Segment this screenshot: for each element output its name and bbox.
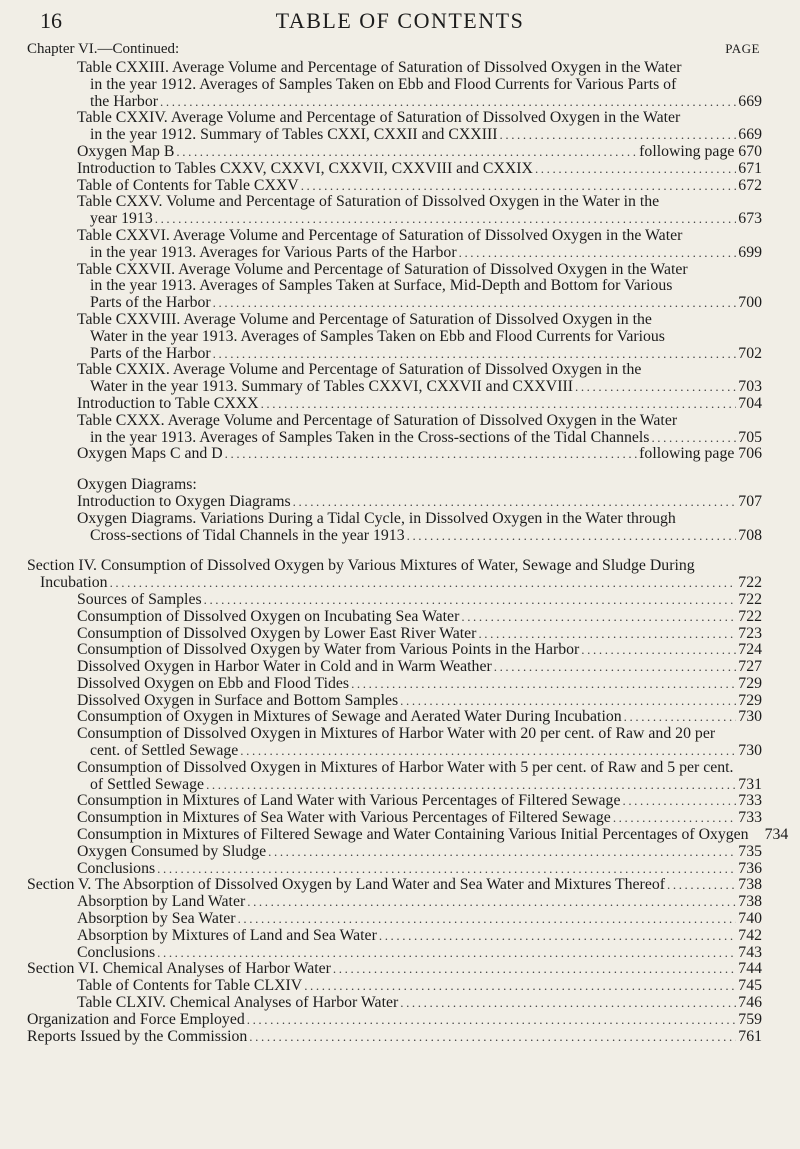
toc-entry[interactable]: [27, 1012, 762, 1029]
page-header: [0, 4, 800, 40]
dot-leader: [293, 494, 737, 511]
toc-entry-title: Consumption in Mixtures of Land Water with Various Percentages of Filtered Sewage: [77, 792, 621, 810]
toc-page-number: 704: [738, 394, 762, 412]
toc-entry-text: in the year 1912. Averages of Samples Taken on Ebb and Flood Currents for Various Parts of: [90, 75, 677, 93]
toc-entry-title: Consumption in Mixtures of Filtered Sewage and Water Containing Various Initial Percentages of Oxygen: [77, 826, 749, 844]
toc-page-number: 722: [738, 607, 762, 625]
dot-leader: [206, 777, 736, 794]
toc-entry-title: in the year 1912. Summary of Tables CXXI, CXXII and CXXIII: [90, 126, 498, 144]
dot-leader: [238, 911, 737, 928]
toc-page-number: 703: [738, 378, 762, 396]
dot-leader: [461, 609, 736, 626]
toc-entry[interactable]: [27, 626, 762, 643]
toc-page-number: 722: [738, 574, 762, 592]
dot-leader: [247, 894, 736, 911]
toc-entry-title: Table of Contents for Table CLXIV: [77, 977, 303, 995]
toc-page-number: 723: [738, 624, 762, 642]
running-title: TABLE OF CONTENTS: [275, 8, 525, 33]
toc-entry[interactable]: [27, 194, 762, 228]
toc-entry[interactable]: [27, 494, 762, 511]
toc-page-number: 761: [738, 1027, 762, 1045]
toc-page-number: 730: [738, 742, 762, 760]
toc-entry-title: Parts of the Harbor: [90, 294, 211, 312]
toc-entry-title: year 1913: [90, 210, 153, 228]
toc-entry-title: of Settled Sewage: [90, 775, 205, 793]
toc-entry[interactable]: [27, 1029, 762, 1046]
toc-entry[interactable]: [27, 178, 762, 195]
toc-page-number: 729: [738, 691, 762, 709]
toc-page-number: 759: [738, 1010, 762, 1028]
dot-leader: [494, 659, 737, 676]
toc-page-number: 735: [738, 842, 762, 860]
toc-entry[interactable]: [27, 609, 762, 626]
spacer: [27, 463, 762, 477]
toc-entry-title: Consumption of Dissolved Oxygen by Lower East River Water: [77, 624, 477, 642]
toc-entry[interactable]: [27, 659, 762, 676]
toc-entry[interactable]: [27, 945, 762, 962]
dot-leader: [213, 346, 737, 363]
toc-page-number: 669: [738, 92, 762, 110]
toc-page-number: 746: [738, 994, 762, 1012]
toc-entry-text: Water in the year 1913. Averages of Samples Taken on Ebb and Flood Currents for Various: [90, 327, 665, 345]
toc-entry[interactable]: [27, 911, 762, 928]
toc-entry-text: Table CXXX. Average Volume and Percentage of Saturation of Dissolved Oxygen in the Water: [77, 411, 678, 429]
section-iv-entry[interactable]: [27, 558, 762, 592]
toc-entry[interactable]: [27, 861, 762, 878]
toc-entry[interactable]: [27, 511, 762, 545]
toc-page-number: 702: [738, 344, 762, 362]
toc-entry-title: Oxygen Map B: [77, 142, 175, 160]
toc-page-number: 740: [738, 910, 762, 928]
oxygen-diagrams-heading: Oxygen Diagrams:: [77, 476, 197, 494]
toc-entry-text: Table CXXIX. Average Volume and Percentage of Saturation of Dissolved Oxygen in the: [77, 361, 642, 379]
toc-entry[interactable]: [27, 693, 762, 710]
section-v-entry[interactable]: [27, 877, 762, 894]
toc-entry[interactable]: [27, 144, 762, 161]
toc-entry[interactable]: [27, 642, 762, 659]
toc-entry-title: Introduction to Oxygen Diagrams: [77, 492, 291, 510]
toc-entry[interactable]: [27, 161, 762, 178]
toc-page-number: 669: [738, 126, 762, 144]
dot-leader: [379, 928, 736, 945]
toc-entry-title: Sources of Samples: [77, 590, 202, 608]
toc-entry[interactable]: [27, 826, 789, 844]
dot-leader: [624, 709, 737, 726]
toc-entry[interactable]: [27, 228, 762, 262]
toc-page-number: 730: [738, 708, 762, 726]
toc-entry[interactable]: [27, 894, 762, 911]
toc-entry-title: Section VI. Chemical Analyses of Harbor Water: [27, 960, 331, 978]
toc-page-number: 724: [738, 641, 762, 659]
toc-entry-text: Table CXXV. Volume and Percentage of Saturation of Dissolved Oxygen in the Water in the: [77, 193, 660, 211]
dot-leader: [304, 978, 736, 995]
dot-leader: [459, 245, 737, 262]
toc-page-number: 700: [738, 294, 762, 312]
toc-entry-title: Incubation: [40, 574, 108, 592]
dot-leader: [247, 1012, 737, 1029]
toc-page-number: 738: [738, 876, 762, 894]
toc-entry-text: Table CXXIII. Average Volume and Percentage of Saturation of Dissolved Oxygen in the Water: [77, 59, 682, 76]
chapter-line: Chapter VI.—Continued:: [27, 41, 180, 57]
toc-entry[interactable]: [27, 362, 762, 396]
toc-entry-title: Conclusions: [77, 943, 156, 961]
toc-page-number: 734: [764, 826, 789, 844]
toc-entry-title: Water in the year 1913. Summary of Tables CXXVI, CXXVII and CXXVIII: [90, 378, 573, 396]
toc-page-number: 729: [738, 674, 762, 692]
toc-entry-title: Consumption of Dissolved Oxygen by Water from Various Points in the Harbor: [77, 641, 580, 659]
dot-leader: [249, 1029, 736, 1046]
toc-entry-title: Absorption by Mixtures of Land and Sea Water: [77, 926, 377, 944]
toc-entry-title: the Harbor: [90, 92, 158, 110]
toc-entry[interactable]: [27, 396, 762, 413]
dot-leader: [400, 693, 736, 710]
table-of-contents: [27, 59, 789, 1045]
toc-entry-title: Dissolved Oxygen on Ebb and Flood Tides: [77, 674, 350, 692]
dot-leader: [268, 844, 736, 861]
toc-entry-text: Table CXXVII. Average Volume and Percentage of Saturation of Dissolved Oxygen in the Water: [77, 260, 688, 278]
toc-page-number: 707: [738, 492, 762, 510]
toc-entry-title: in the year 1913. Averages for Various Parts of the Harbor: [90, 243, 457, 261]
toc-page-number: 672: [738, 176, 762, 194]
toc-entry[interactable]: [27, 760, 762, 794]
toc-entry-text: Oxygen Diagrams. Variations During a Tidal Cycle, in Dissolved Oxygen in the Water through: [77, 509, 676, 527]
toc-entry-title: Table of Contents for Table CXXV: [77, 176, 299, 194]
toc-entry[interactable]: [27, 592, 762, 609]
toc-page-number: 708: [738, 526, 762, 544]
dot-leader: [622, 793, 736, 810]
toc-entry-title: Section V. The Absorption of Dissolved Oxygen by Land Water and Sea Water and Mixtures Thereof: [27, 876, 665, 894]
dot-leader: [400, 995, 736, 1012]
toc-page-number: 733: [738, 792, 762, 810]
toc-entry-title: Oxygen Maps C and D: [77, 445, 223, 463]
toc-entry-title: Organization and Force Employed: [27, 1010, 245, 1028]
toc-page-number: 745: [738, 977, 762, 995]
dot-leader: [478, 626, 736, 643]
toc-page-number: following page 706: [639, 445, 762, 463]
section-vi-entry[interactable]: [27, 961, 762, 978]
dot-leader: [225, 446, 637, 463]
toc-page-number: 727: [738, 658, 762, 676]
dot-leader: [157, 945, 736, 962]
dot-leader: [204, 592, 737, 609]
toc-page-number: 722: [738, 590, 762, 608]
toc-entry[interactable]: [27, 262, 762, 312]
toc-entry-title: Consumption of Dissolved Oxygen on Incubating Sea Water: [77, 607, 460, 625]
toc-entry-title: Introduction to Tables CXXV, CXXVI, CXXVII, CXXVIII and CXXIX: [77, 159, 533, 177]
dot-leader: [500, 127, 737, 144]
toc-entry[interactable]: [27, 446, 762, 463]
toc-entry[interactable]: [27, 110, 762, 144]
toc-entry[interactable]: [27, 709, 762, 726]
toc-entry-text: Consumption of Dissolved Oxygen in Mixtures of Harbor Water with 20 per cent. of Raw and 20 per: [77, 725, 716, 743]
toc-page-number: 731: [738, 775, 762, 793]
toc-entry-text: Consumption of Dissolved Oxygen in Mixtures of Harbor Water with 5 per cent. of Raw and 5 per cent.: [77, 758, 734, 776]
toc-page-number: 699: [738, 243, 762, 261]
toc-entry[interactable]: [27, 676, 762, 693]
toc-entry-text: Section IV. Consumption of Dissolved Oxygen by Various Mixtures of Water, Sewage and Sludge During: [27, 557, 695, 575]
toc-entry[interactable]: [27, 995, 762, 1012]
dot-leader: [176, 144, 637, 161]
dot-leader: [333, 961, 736, 978]
toc-page-number: 738: [738, 893, 762, 911]
toc-entry-text: Table CXXVIII. Average Volume and Percentage of Saturation of Dissolved Oxygen in the: [77, 310, 652, 328]
toc-entry-title: Consumption of Oxygen in Mixtures of Sewage and Aerated Water During Incubation: [77, 708, 622, 726]
toc-entry[interactable]: [27, 726, 762, 760]
dot-leader: [351, 676, 736, 693]
dot-leader: [160, 94, 736, 111]
toc-entry-title: Dissolved Oxygen in Harbor Water in Cold and in Warm Weather: [77, 658, 492, 676]
toc-page-number: 742: [738, 926, 762, 944]
dot-leader: [667, 877, 736, 894]
toc-entry[interactable]: [27, 928, 762, 945]
toc-entry-text: Table CXXVI. Average Volume and Percentage of Saturation of Dissolved Oxygen in the Water: [77, 226, 683, 244]
toc-page-number: 736: [738, 859, 762, 877]
toc-entry-text: Table CXXIV. Average Volume and Percentage of Saturation of Dissolved Oxygen in the Water: [77, 109, 681, 127]
toc-page-number: 705: [738, 428, 762, 446]
dot-leader: [301, 178, 737, 195]
dot-leader: [261, 396, 737, 413]
toc-entry[interactable]: [27, 413, 762, 447]
toc-page-number: 743: [738, 943, 762, 961]
toc-page-number: 671: [738, 159, 762, 177]
toc-entry-title: Cross-sections of Tidal Channels in the year 1913: [90, 526, 405, 544]
toc-entry-title: Table CLXIV. Chemical Analyses of Harbor Water: [77, 994, 399, 1012]
toc-entry-title: Reports Issued by the Commission: [27, 1027, 248, 1045]
dot-leader: [155, 211, 737, 228]
dot-leader: [157, 861, 736, 878]
dot-leader: [110, 575, 737, 592]
page-number: 16: [40, 8, 62, 33]
dot-leader: [240, 743, 736, 760]
toc-entry-title: Parts of the Harbor: [90, 344, 211, 362]
toc-entry[interactable]: [27, 844, 762, 861]
toc-entry-title: Oxygen Consumed by Sludge: [77, 842, 267, 860]
dot-leader: [213, 295, 737, 312]
dot-leader: [613, 810, 736, 827]
toc-entry[interactable]: [27, 312, 762, 362]
page-column-label: PAGE: [725, 41, 760, 56]
toc-entry[interactable]: [27, 810, 762, 827]
dot-leader: [535, 161, 736, 178]
chapter-subheading: [27, 41, 760, 58]
toc-page-number: 744: [738, 960, 762, 978]
toc-entry[interactable]: [27, 60, 762, 110]
toc-entry-title: Conclusions: [77, 859, 156, 877]
dot-leader: [581, 642, 736, 659]
spacer: [27, 544, 762, 558]
toc-page-number: 733: [738, 809, 762, 827]
toc-entry[interactable]: [27, 978, 762, 995]
dot-leader: [407, 528, 737, 545]
toc-entry[interactable]: [27, 793, 762, 810]
toc-entry-text: in the year 1913. Averages of Samples Taken at Surface, Mid-Depth and Bottom for Various: [90, 277, 673, 295]
toc-page-number: 673: [738, 210, 762, 228]
toc-page-number: following page 670: [639, 142, 762, 160]
toc-entry-title: Absorption by Sea Water: [77, 910, 236, 928]
toc-entry-title: cent. of Settled Sewage: [90, 742, 239, 760]
toc-entry-title: Introduction to Table CXXX: [77, 394, 259, 412]
toc-entry-title: Dissolved Oxygen in Surface and Bottom Samples: [77, 691, 399, 709]
dot-leader: [651, 430, 736, 447]
toc-entry-title: Consumption in Mixtures of Sea Water with Various Percentages of Filtered Sewage: [77, 809, 611, 827]
toc-entry-title: in the year 1913. Averages of Samples Taken in the Cross-sections of the Tidal Channels: [90, 428, 650, 446]
dot-leader: [575, 379, 736, 396]
toc-entry-title: Absorption by Land Water: [77, 893, 246, 911]
